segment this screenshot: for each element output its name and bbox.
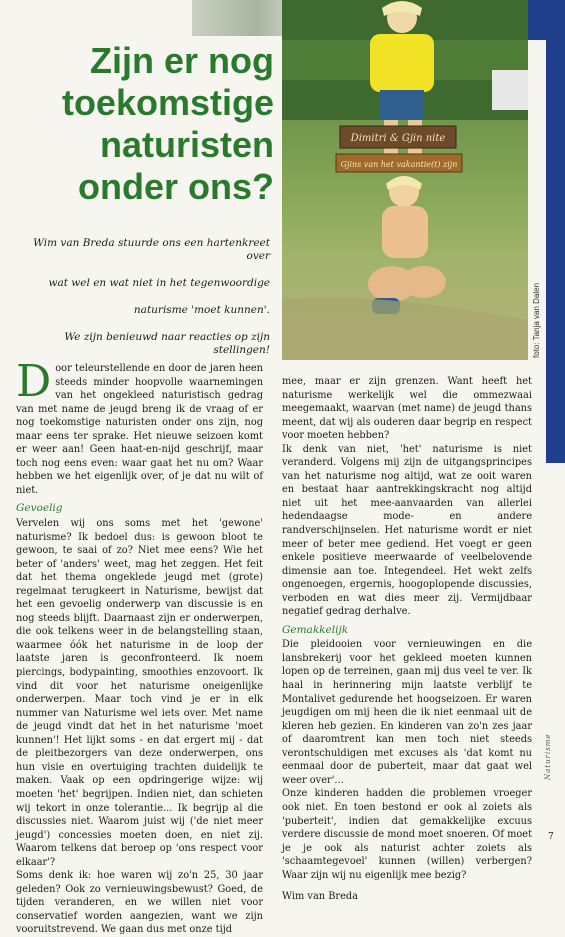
article-title <box>24 40 274 208</box>
drop-cap: D <box>16 356 52 407</box>
photo-children <box>282 0 528 360</box>
paragraph <box>16 356 263 497</box>
intro-line: Wim van Breda stuurde ons een hartenkreet over <box>33 237 270 262</box>
title-line: naturisten <box>99 124 274 165</box>
photo-credit: foto: Tanja van Dalen <box>532 282 541 358</box>
sign-text-1: Dimitri & Gjin nite <box>350 133 446 144</box>
title-line: Zijn er nog <box>90 40 274 81</box>
sign-text-2: Gjins van het vakantie(t) zijn <box>340 160 458 169</box>
intro-line: We zijn benieuwd naar reacties op zijn stellingen! <box>64 331 270 356</box>
page-number: 7 <box>548 832 554 842</box>
article-intro <box>30 237 270 371</box>
article-column-1 <box>16 356 263 937</box>
intro-line: naturisme 'moet kunnen'. <box>133 304 270 316</box>
magazine-name: Naturisme <box>544 733 552 780</box>
blue-side-bar <box>546 0 565 463</box>
subheading-gevoelig: Gevoelig <box>16 502 63 515</box>
article-column-2 <box>282 375 532 904</box>
paragraph-text: oor teleurstellende en door de jaren heen steeds minder hoopvolle waarnemingen van het ongekleed naturistisch gedrag van met name de jeugd breng ik de vraag of er nog toekomstige naturisten onder ons zijn, nog maar eens ter sprake. Het nieuwe seizoen komt er weer aan! Geen haat-en-nijd geschrijf, maar toch nog eens even: waar gaat het nu om? Waar hebben we het eigenlijk over, of je dat nu wilt of niet. <box>16 363 263 496</box>
intro-line: wat wel en wat niet in het tegenwoordige <box>48 277 270 289</box>
photo-illustration <box>282 0 528 360</box>
author-signature: Wim van Breda <box>282 891 359 903</box>
subheading-gemakkelijk: Gemakkelijk <box>282 623 349 636</box>
paragraph: mee, maar er zijn grenzen. Want heeft het naturisme werkelijk wel die ommezwaai meegemaakt, waarvan (met name) de jeugd thans meent, dat wij als ouderen daar begrip en respect voor moeten hebben? <box>282 376 532 442</box>
paragraph: Soms denk ik: hoe waren wij zo'n 25, 30 jaar geleden? Ook zo vernieuwingsbewust? Goed, de tijden veranderen, en we willen niet voor conservatief worden aangezien, want we zijn vooruitstrevend. We gaan dus met onze tijd <box>16 870 263 936</box>
paragraph: Die pleidooien voor vernieuwingen en die lansbrekerij voor het gekleed moeten kunnen lopen op de terreinen, gaan mij dus veel te ver. Ik haal in herinnering mijn laatste verblijf te Montalivet gedurende het hoogseizoen. Er waren jeugdigen om mij heen die ik niet eenmaal uit de kleren heb gezien. En kinderen van zo'n zes jaar of daaromtrent kan men toch niet steeds verontschuldigen met excuses als 'dat komt nu eenmaal door de puberteit, maar dat gaat wel weer over'... <box>282 639 532 786</box>
paragraph: Vervelen wij ons soms met het 'gewone' naturisme? Ik bedoel dus: is gewoon bloot te gewoon, te saai of zo? Niet mee eens? Wie het beter of 'anders' weet, mag het zeggen. Het feit dat het thema ongeklede jeugd met (grote) regelmaat terugkeert in Naturisme, bewijst dat het een gevoelig onderwerp van discussie is en nog steeds blijft. Daarnaast zijn er onderwerpen, die ook telkens weer in de belangstelling staan, waarmee óók het naturisme in de loop der laatste jaren is geconfronteerd. Ik noem piercings, bodypainting, smoothies enzovoort. Ik vind dit voor het naturisme oneigenlijke onderwerpen. Maar toch vind je er in elk nummer van Naturisme wel iets over. Met name de jeugd vindt dat het in het naturisme 'moet kunnen'! Het lijkt soms - en dat ergert mij - dat de pleitbezorgers van deze onderwerpen, ons hun visie en overtuiging trachten duidelijk te maken. Vaak op een opdringerige wijze: wij moeten 'het' begrijpen. Indien niet, dan schieten wij tekort in onze tolerantie... Ik begrijp al die discussies niet. Waarom juist wij ('de niet meer jeugd') concessies moeten doen, en niet zij. Waarom telkens dat beroep op 'ons respect voor elkaar'? <box>16 518 263 868</box>
title-line: toekomstige <box>61 82 274 123</box>
paragraph: Ik denk van niet, 'het' naturisme is niet veranderd. Volgens mij zijn de uitgangsprincipes van het naturisme nog altijd, wat ze ooit waren en bestaat haar aantrekkingskracht nog altijd niet uit het mee-aanvaarden van allerlei hedendaagse mode- en andere randverschijnselen. Het naturisme wordt er niet meer of beter mee gediend. Het voegt er geen enkele positieve meerwaarde of veelbelovende dimensie aan toe. Integendeel. Het wekt zelfs ongenoegen, ergernis, hoogoplopende discussies, verboden en wat dies meer zij. Vermijdbaar negatief gedrag derhalve. <box>282 443 532 618</box>
title-line: onder ons? <box>78 166 274 207</box>
paragraph: Onze kinderen hadden die problemen vroeger ook niet. En toen bestond er ook al zoiets als 'puberteit', indien dat gemakkelijke excuus verdere discussie de mond moet snoeren. Of moet je je ook als naturist achter zoiets als 'schaamtegevoel' kunnen (willen) verbergen? Waar zijn wij nu eigenlijk mee bezig? <box>282 788 532 881</box>
